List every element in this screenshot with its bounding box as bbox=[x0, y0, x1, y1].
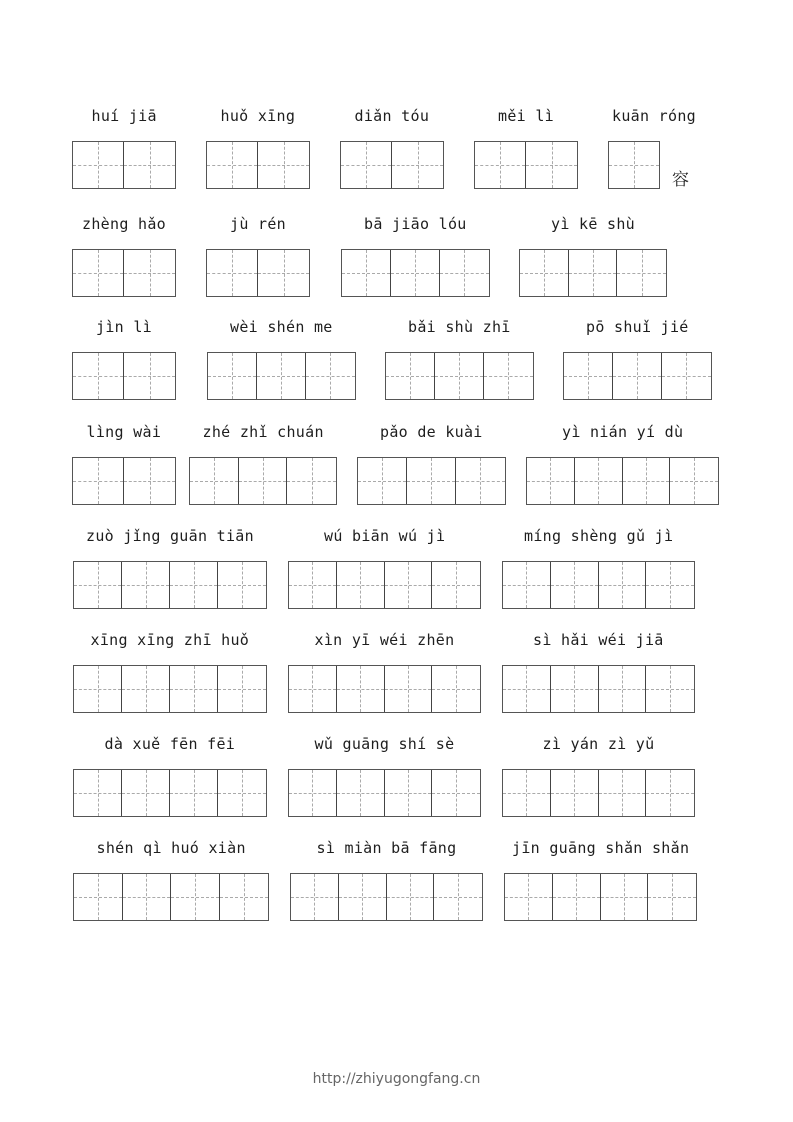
writing-cell[interactable] bbox=[391, 250, 440, 296]
tianzige-grid bbox=[73, 873, 269, 921]
tianzige-grid bbox=[206, 141, 310, 189]
writing-cell[interactable] bbox=[503, 562, 551, 608]
pinyin-label: pǎo de kuài bbox=[380, 423, 483, 441]
writing-cell[interactable] bbox=[74, 666, 122, 712]
footer-url: http://zhiyugongfang.cn bbox=[312, 1071, 481, 1087]
pinyin-label: shén qì huó xiàn bbox=[96, 839, 246, 857]
writing-cell[interactable] bbox=[208, 353, 257, 399]
writing-cell[interactable] bbox=[385, 770, 433, 816]
writing-cell[interactable] bbox=[575, 458, 623, 504]
pinyin-label: diǎn tóu bbox=[354, 107, 430, 125]
tianzige-grid bbox=[73, 769, 267, 817]
writing-cell[interactable] bbox=[526, 142, 577, 188]
writing-cell[interactable] bbox=[599, 770, 647, 816]
tianzige-grid bbox=[340, 141, 444, 189]
writing-cell[interactable] bbox=[170, 666, 218, 712]
writing-cell[interactable] bbox=[407, 458, 456, 504]
writing-cell[interactable] bbox=[553, 874, 601, 920]
writing-cell[interactable] bbox=[392, 142, 443, 188]
pinyin-label: wǔ guāng shí sè bbox=[314, 735, 455, 753]
writing-cell[interactable] bbox=[170, 770, 218, 816]
writing-cell[interactable] bbox=[569, 250, 618, 296]
writing-cell[interactable] bbox=[646, 770, 694, 816]
tianzige-grid bbox=[207, 352, 356, 400]
pinyin-label: lìng wài bbox=[86, 423, 162, 441]
tianzige-grid bbox=[72, 352, 176, 400]
writing-cell[interactable] bbox=[609, 142, 659, 188]
writing-cell[interactable] bbox=[339, 874, 387, 920]
pinyin-label: yì nián yí dù bbox=[562, 423, 684, 441]
pinyin-label: sì hǎi wéi jiā bbox=[533, 631, 664, 649]
writing-cell[interactable] bbox=[564, 353, 613, 399]
tianzige-grid bbox=[526, 457, 719, 505]
tianzige-grid bbox=[502, 561, 695, 609]
tianzige-grid bbox=[206, 249, 310, 297]
writing-cell[interactable] bbox=[440, 250, 489, 296]
writing-cell[interactable] bbox=[503, 770, 551, 816]
writing-cell[interactable] bbox=[385, 666, 433, 712]
writing-cell[interactable] bbox=[386, 353, 435, 399]
writing-cell[interactable] bbox=[190, 458, 239, 504]
pinyin-label: yì kē shù bbox=[551, 215, 635, 233]
writing-cell[interactable] bbox=[74, 770, 122, 816]
writing-cell[interactable] bbox=[239, 458, 288, 504]
writing-cell[interactable] bbox=[73, 250, 124, 296]
writing-cell[interactable] bbox=[218, 666, 266, 712]
writing-cell[interactable] bbox=[601, 874, 649, 920]
writing-cell[interactable] bbox=[289, 562, 337, 608]
writing-cell[interactable] bbox=[385, 562, 433, 608]
writing-cell[interactable] bbox=[74, 874, 123, 920]
tianzige-grid bbox=[73, 561, 267, 609]
tianzige-grid bbox=[288, 665, 481, 713]
tianzige-grid bbox=[189, 457, 337, 505]
tianzige-grid bbox=[72, 141, 176, 189]
writing-cell[interactable] bbox=[73, 142, 124, 188]
pinyin-label: zì yán zì yǔ bbox=[542, 735, 655, 753]
writing-cell[interactable] bbox=[337, 562, 385, 608]
writing-cell[interactable] bbox=[662, 353, 711, 399]
writing-cell[interactable] bbox=[170, 562, 218, 608]
writing-cell[interactable] bbox=[220, 874, 269, 920]
writing-cell[interactable] bbox=[648, 874, 696, 920]
pinyin-label: bā jiāo lóu bbox=[364, 215, 467, 233]
writing-cell[interactable] bbox=[124, 353, 175, 399]
writing-cell[interactable] bbox=[670, 458, 718, 504]
writing-cell[interactable] bbox=[387, 874, 435, 920]
pinyin-label: xìn yī wéi zhēn bbox=[314, 631, 455, 649]
writing-cell[interactable] bbox=[341, 142, 392, 188]
pinyin-label: huǒ xīng bbox=[220, 107, 296, 125]
writing-cell[interactable] bbox=[207, 142, 258, 188]
tianzige-grid bbox=[357, 457, 506, 505]
pinyin-label: zuò jǐng guān tiān bbox=[86, 527, 254, 545]
writing-cell[interactable] bbox=[342, 250, 391, 296]
writing-cell[interactable] bbox=[287, 458, 336, 504]
writing-cell[interactable] bbox=[207, 250, 258, 296]
writing-cell[interactable] bbox=[432, 770, 480, 816]
tianzige-grid bbox=[341, 249, 490, 297]
pinyin-label: wèi shén me bbox=[230, 318, 333, 336]
pinyin-label: huí jiā bbox=[91, 107, 157, 125]
pinyin-label: míng shèng gǔ jì bbox=[524, 527, 674, 545]
tianzige-grid bbox=[73, 665, 267, 713]
writing-cell[interactable] bbox=[432, 666, 480, 712]
writing-cell[interactable] bbox=[435, 353, 484, 399]
writing-cell[interactable] bbox=[432, 562, 480, 608]
writing-cell[interactable] bbox=[456, 458, 505, 504]
writing-cell[interactable] bbox=[337, 770, 385, 816]
pinyin-label: zhé zhǐ chuán bbox=[202, 423, 324, 441]
pinyin-label: pō shuǐ jié bbox=[586, 318, 689, 336]
writing-cell[interactable] bbox=[218, 770, 266, 816]
writing-cell[interactable] bbox=[124, 142, 175, 188]
pinyin-label: jù rén bbox=[230, 215, 286, 233]
tianzige-grid bbox=[608, 141, 660, 189]
writing-cell[interactable] bbox=[505, 874, 553, 920]
writing-cell[interactable] bbox=[257, 353, 306, 399]
tianzige-grid bbox=[502, 665, 695, 713]
tianzige-grid bbox=[504, 873, 697, 921]
writing-cell[interactable] bbox=[291, 874, 339, 920]
writing-cell[interactable] bbox=[123, 874, 172, 920]
tianzige-grid bbox=[290, 873, 483, 921]
writing-cell[interactable] bbox=[646, 562, 694, 608]
tianzige-grid bbox=[288, 769, 481, 817]
writing-cell[interactable] bbox=[551, 770, 599, 816]
writing-cell[interactable] bbox=[289, 770, 337, 816]
given-character: 容 bbox=[672, 170, 689, 190]
writing-cell[interactable] bbox=[475, 142, 526, 188]
writing-cell[interactable] bbox=[258, 142, 309, 188]
writing-cell[interactable] bbox=[122, 770, 170, 816]
pinyin-label: bǎi shù zhī bbox=[408, 318, 511, 336]
writing-cell[interactable] bbox=[171, 874, 220, 920]
pinyin-label: xīng xīng zhī huǒ bbox=[90, 631, 250, 649]
writing-cell[interactable] bbox=[551, 666, 599, 712]
pinyin-label: sì miàn bā fāng bbox=[316, 839, 457, 857]
pinyin-label: kuān róng bbox=[612, 107, 696, 125]
writing-cell[interactable] bbox=[218, 562, 266, 608]
pinyin-label: jìn lì bbox=[96, 318, 152, 336]
pinyin-label: wú biān wú jì bbox=[324, 527, 446, 545]
writing-cell[interactable] bbox=[599, 562, 647, 608]
writing-cell[interactable] bbox=[122, 562, 170, 608]
pinyin-label: jīn guāng shǎn shǎn bbox=[512, 839, 690, 857]
writing-cell[interactable] bbox=[503, 666, 551, 712]
tianzige-grid bbox=[72, 457, 176, 505]
writing-cell[interactable] bbox=[124, 250, 175, 296]
tianzige-grid bbox=[385, 352, 534, 400]
pinyin-label: zhèng hǎo bbox=[82, 215, 166, 233]
writing-cell[interactable] bbox=[258, 250, 309, 296]
writing-cell[interactable] bbox=[73, 458, 124, 504]
tianzige-grid bbox=[502, 769, 695, 817]
writing-cell[interactable] bbox=[73, 353, 124, 399]
writing-cell[interactable] bbox=[122, 666, 170, 712]
writing-cell[interactable] bbox=[358, 458, 407, 504]
writing-cell[interactable] bbox=[527, 458, 575, 504]
tianzige-grid bbox=[288, 561, 481, 609]
writing-cell[interactable] bbox=[617, 250, 666, 296]
writing-cell[interactable] bbox=[289, 666, 337, 712]
writing-cell[interactable] bbox=[484, 353, 533, 399]
tianzige-grid bbox=[563, 352, 712, 400]
writing-cell[interactable] bbox=[613, 353, 662, 399]
pinyin-label: měi lì bbox=[498, 107, 554, 125]
tianzige-grid bbox=[519, 249, 667, 297]
writing-cell[interactable] bbox=[551, 562, 599, 608]
tianzige-grid bbox=[474, 141, 578, 189]
writing-cell[interactable] bbox=[124, 458, 175, 504]
writing-cell[interactable] bbox=[337, 666, 385, 712]
writing-cell[interactable] bbox=[434, 874, 482, 920]
writing-cell[interactable] bbox=[646, 666, 694, 712]
pinyin-label: dà xuě fēn fēi bbox=[104, 735, 236, 753]
writing-cell[interactable] bbox=[599, 666, 647, 712]
writing-cell[interactable] bbox=[623, 458, 671, 504]
writing-cell[interactable] bbox=[520, 250, 569, 296]
tianzige-grid bbox=[72, 249, 176, 297]
writing-cell[interactable] bbox=[306, 353, 355, 399]
writing-cell[interactable] bbox=[74, 562, 122, 608]
